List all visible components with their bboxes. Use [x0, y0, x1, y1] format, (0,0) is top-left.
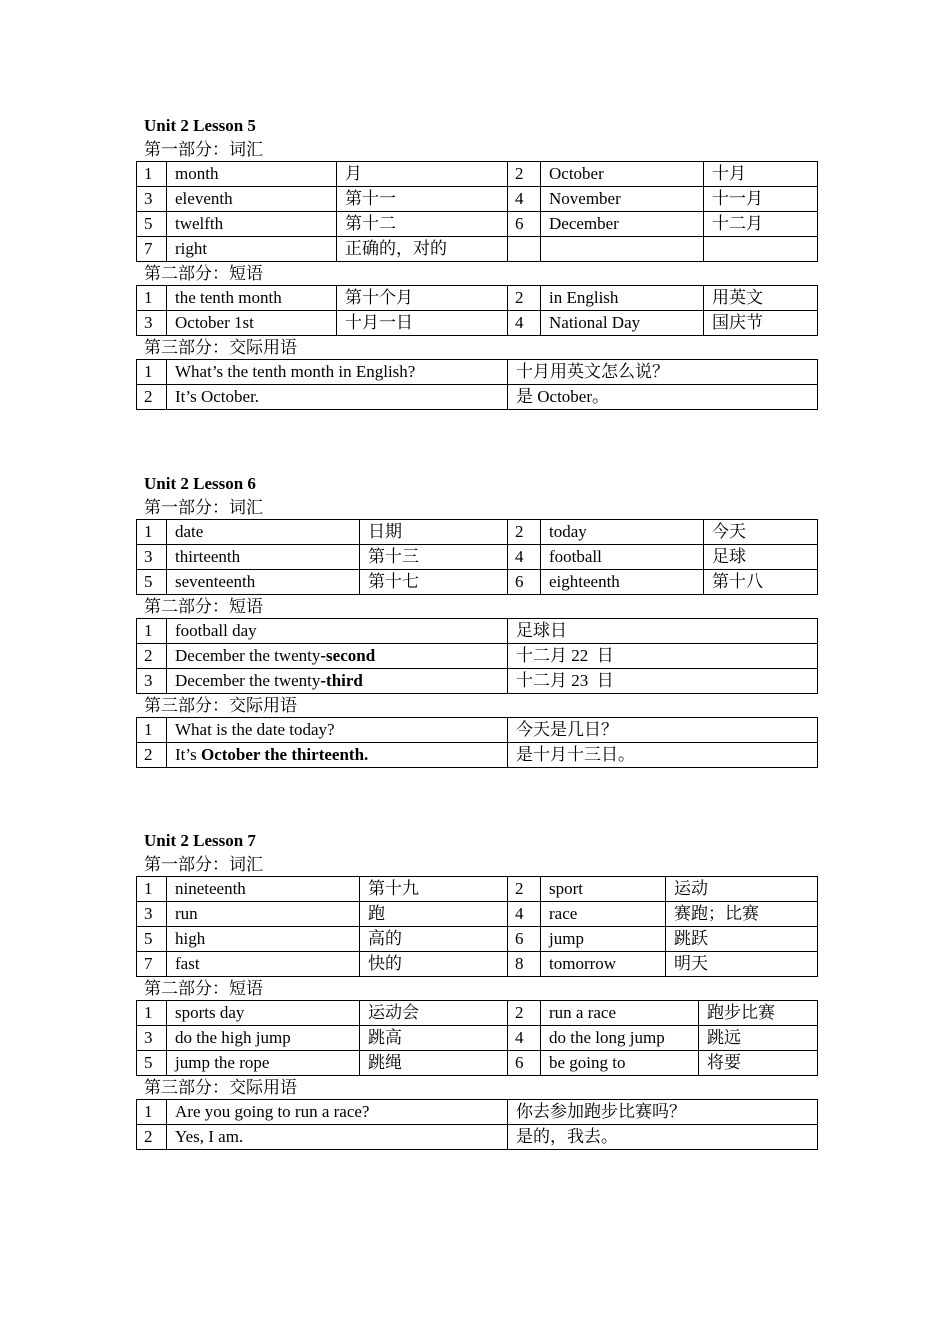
phrases-table [136, 285, 818, 336]
row-number: 6 [508, 570, 541, 595]
row-number: 5 [137, 1051, 167, 1076]
table-row [137, 286, 818, 311]
part-heading-vocab: 第一部分：词汇 [144, 140, 263, 159]
english-word: tomorrow [541, 952, 666, 977]
table-row [137, 311, 818, 336]
english-phrase: National Day [541, 311, 704, 336]
chinese-meaning: 跑 [360, 902, 508, 927]
row-number: 1 [137, 718, 167, 743]
english-word: high [167, 927, 360, 952]
table-row [137, 669, 818, 694]
chinese-meaning: 赛跑；比赛 [666, 902, 818, 927]
row-number: 5 [137, 570, 167, 595]
phrase-text: December the twenty [175, 646, 321, 665]
english-phrase: sports day [167, 1001, 360, 1026]
row-number: 1 [137, 162, 167, 187]
chinese-meaning: 运动会 [360, 1001, 508, 1026]
sentence-text: It’s [175, 745, 201, 764]
english-phrase: be going to [541, 1051, 699, 1076]
row-number: 5 [137, 212, 167, 237]
english-phrase [167, 669, 508, 694]
chinese-meaning: 正确的，对的 [337, 237, 508, 262]
table-row [137, 187, 818, 212]
row-number: 4 [508, 187, 541, 212]
phrase-text: football day [175, 621, 257, 640]
part-heading-phrases: 第二部分：短语 [144, 264, 263, 283]
dialog-table [136, 359, 818, 410]
table-row [137, 1125, 818, 1150]
chinese-meaning: 明天 [666, 952, 818, 977]
row-number [508, 237, 541, 262]
table-row [137, 743, 818, 768]
row-number: 2 [508, 877, 541, 902]
chinese-sentence: 今天是几日？ [508, 718, 818, 743]
chinese-meaning: 跳跃 [666, 927, 818, 952]
chinese-meaning: 第十一 [337, 187, 508, 212]
chinese-meaning: 足球日 [508, 619, 818, 644]
table-row [137, 619, 818, 644]
chinese-meaning: 十二月 22 日 [508, 644, 818, 669]
english-phrase [167, 619, 508, 644]
vocab-table [136, 876, 818, 977]
english-word: twelfth [167, 212, 337, 237]
table-row [137, 570, 818, 595]
chinese-sentence: 十月用英文怎么说？ [508, 360, 818, 385]
phrases-table [136, 618, 818, 694]
row-number: 7 [137, 952, 167, 977]
chinese-meaning: 第十八 [704, 570, 818, 595]
part-heading-phrases: 第二部分：短语 [144, 979, 263, 998]
row-number: 4 [508, 1026, 541, 1051]
english-word: eighteenth [541, 570, 704, 595]
english-word: fast [167, 952, 360, 977]
row-number: 3 [137, 545, 167, 570]
english-word: sport [541, 877, 666, 902]
chinese-meaning: 快的 [360, 952, 508, 977]
chinese-sentence: 是十月十三日。 [508, 743, 818, 768]
chinese-meaning: 十月 [704, 162, 818, 187]
chinese-meaning: 第十七 [360, 570, 508, 595]
english-phrase: the tenth month [167, 286, 337, 311]
lesson-title: Unit 2 Lesson 5 [144, 116, 256, 135]
dialog-table [136, 1099, 818, 1150]
chinese-sentence: 你去参加跑步比赛吗？ [508, 1100, 818, 1125]
english-sentence: It’s October. [167, 385, 508, 410]
table-row [137, 545, 818, 570]
row-number: 6 [508, 1051, 541, 1076]
chinese-meaning [704, 237, 818, 262]
english-word: October [541, 162, 704, 187]
english-sentence: Are you going to run a race? [167, 1100, 508, 1125]
row-number: 2 [508, 162, 541, 187]
dialog-table [136, 717, 818, 768]
row-number: 4 [508, 545, 541, 570]
vocab-table [136, 161, 818, 262]
english-sentence [167, 743, 508, 768]
part-heading-dialog: 第三部分：交际用语 [144, 696, 297, 715]
english-word: run [167, 902, 360, 927]
chinese-meaning: 十月一日 [337, 311, 508, 336]
chinese-meaning: 用英文 [704, 286, 818, 311]
english-word: December [541, 212, 704, 237]
english-phrase: in English [541, 286, 704, 311]
chinese-meaning: 第十三 [360, 545, 508, 570]
row-number: 6 [508, 927, 541, 952]
table-row [137, 644, 818, 669]
chinese-meaning: 第十二 [337, 212, 508, 237]
row-number: 3 [137, 1026, 167, 1051]
chinese-sentence: 是 October。 [508, 385, 818, 410]
english-phrase: jump the rope [167, 1051, 360, 1076]
row-number: 2 [508, 1001, 541, 1026]
row-number: 2 [137, 644, 167, 669]
english-sentence: What’s the tenth month in English? [167, 360, 508, 385]
table-row [137, 520, 818, 545]
table-row [137, 385, 818, 410]
part-heading-dialog: 第三部分：交际用语 [144, 338, 297, 357]
table-row [137, 927, 818, 952]
table-row [137, 212, 818, 237]
row-number: 2 [508, 520, 541, 545]
sentence-text: What is the date today? [175, 720, 335, 739]
row-number: 1 [137, 877, 167, 902]
english-word: November [541, 187, 704, 212]
row-number: 2 [137, 743, 167, 768]
english-word: race [541, 902, 666, 927]
row-number: 1 [137, 619, 167, 644]
chinese-sentence: 是的，我去。 [508, 1125, 818, 1150]
vocab-table [136, 519, 818, 595]
row-number: 3 [137, 311, 167, 336]
table-row [137, 1051, 818, 1076]
row-number: 2 [137, 385, 167, 410]
english-word: thirteenth [167, 545, 360, 570]
english-sentence: Yes, I am. [167, 1125, 508, 1150]
chinese-meaning: 月 [337, 162, 508, 187]
row-number: 6 [508, 212, 541, 237]
row-number: 4 [508, 902, 541, 927]
english-word: today [541, 520, 704, 545]
part-heading-dialog: 第三部分：交际用语 [144, 1078, 297, 1097]
chinese-meaning: 将要 [699, 1051, 818, 1076]
chinese-meaning: 十一月 [704, 187, 818, 212]
table-row [137, 902, 818, 927]
english-phrase: run a race [541, 1001, 699, 1026]
table-row [137, 877, 818, 902]
lesson-6-section [136, 472, 818, 768]
english-word: date [167, 520, 360, 545]
table-row [137, 360, 818, 385]
part-heading-vocab: 第一部分：词汇 [144, 855, 263, 874]
chinese-meaning: 足球 [704, 545, 818, 570]
chinese-meaning: 跳远 [699, 1026, 818, 1051]
table-row [137, 1001, 818, 1026]
table-row [137, 1100, 818, 1125]
table-row [137, 237, 818, 262]
chinese-meaning: 国庆节 [704, 311, 818, 336]
chinese-meaning: 高的 [360, 927, 508, 952]
row-number: 4 [508, 311, 541, 336]
english-word: month [167, 162, 337, 187]
row-number: 1 [137, 520, 167, 545]
english-word: eleventh [167, 187, 337, 212]
english-word: seventeenth [167, 570, 360, 595]
row-number: 2 [508, 286, 541, 311]
row-number: 7 [137, 237, 167, 262]
lesson-7-section [136, 829, 818, 1150]
table-row [137, 162, 818, 187]
phrase-text: December the twenty [175, 671, 321, 690]
row-number: 2 [137, 1125, 167, 1150]
chinese-meaning: 第十九 [360, 877, 508, 902]
english-word: jump [541, 927, 666, 952]
row-number: 3 [137, 902, 167, 927]
part-heading-vocab: 第一部分：词汇 [144, 498, 263, 517]
chinese-meaning: 十二月 23 日 [508, 669, 818, 694]
row-number: 3 [137, 669, 167, 694]
chinese-meaning: 日期 [360, 520, 508, 545]
chinese-meaning: 跳高 [360, 1026, 508, 1051]
row-number: 3 [137, 187, 167, 212]
row-number: 8 [508, 952, 541, 977]
row-number: 1 [137, 360, 167, 385]
row-number: 1 [137, 1100, 167, 1125]
english-phrase: do the high jump [167, 1026, 360, 1051]
row-number: 5 [137, 927, 167, 952]
row-number: 1 [137, 286, 167, 311]
row-number: 1 [137, 1001, 167, 1026]
lesson-title: Unit 2 Lesson 6 [144, 474, 256, 493]
chinese-meaning: 第十个月 [337, 286, 508, 311]
english-phrase: October 1st [167, 311, 337, 336]
english-word: nineteenth [167, 877, 360, 902]
phrase-bold-text: -third [320, 671, 363, 690]
english-phrase [167, 644, 508, 669]
english-word [541, 237, 704, 262]
sentence-bold-text: October the thirteenth. [200, 745, 369, 764]
chinese-meaning: 运动 [666, 877, 818, 902]
english-word: right [167, 237, 337, 262]
chinese-meaning: 跳绳 [360, 1051, 508, 1076]
chinese-meaning: 十二月 [704, 212, 818, 237]
phrase-bold-text: -second [320, 646, 376, 665]
table-row [137, 952, 818, 977]
english-sentence [167, 718, 508, 743]
chinese-meaning: 跑步比赛 [699, 1001, 818, 1026]
part-heading-phrases: 第二部分：短语 [144, 597, 263, 616]
english-phrase: do the long jump [541, 1026, 699, 1051]
chinese-meaning: 今天 [704, 520, 818, 545]
table-row [137, 1026, 818, 1051]
table-row [137, 718, 818, 743]
lesson-title: Unit 2 Lesson 7 [144, 831, 256, 850]
lesson-5-section [136, 114, 818, 410]
phrases-table [136, 1000, 818, 1076]
english-word: football [541, 545, 704, 570]
